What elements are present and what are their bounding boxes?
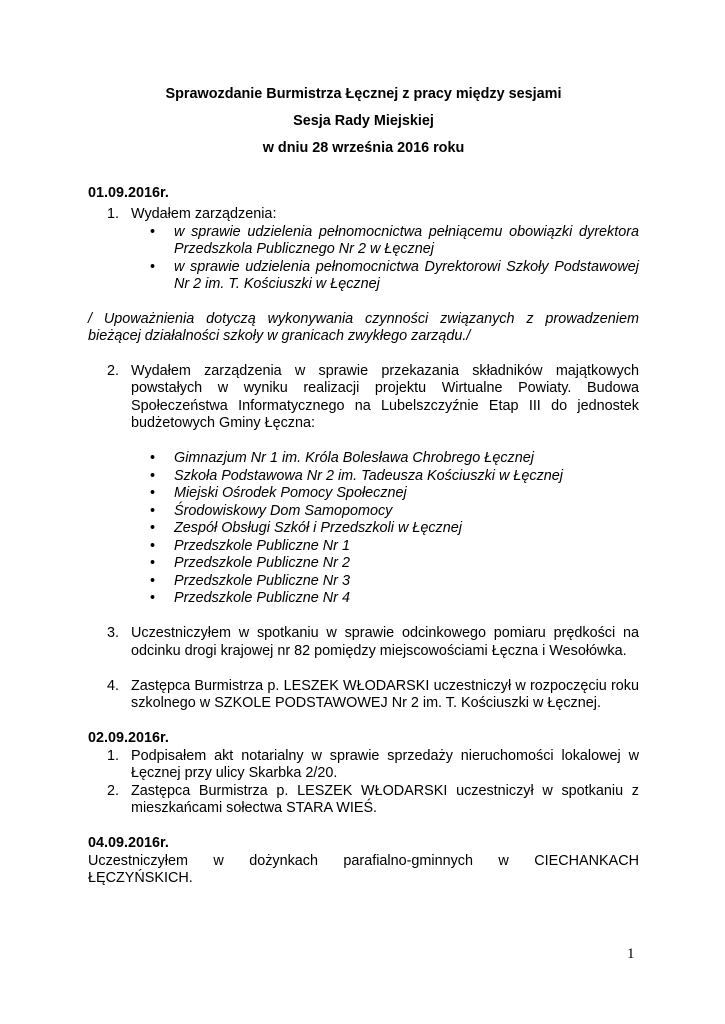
numbered-list [88, 748, 639, 818]
session-date: w dniu 28 września 2016 roku [262, 140, 465, 156]
item-text: Wydałem zarządzenia: [131, 206, 277, 222]
item-text: Uczestniczyłem w spotkaniu w sprawie odcinkowego pomiaru prędkości na odcinku drogi krajowej nr 82 pomiędzy miejscowościami Łęczna i Wesołówka. [131, 625, 639, 659]
item-text: Środowiskowy Dom Samopomocy [174, 502, 393, 519]
bullet-icon: • [150, 450, 156, 466]
bullet-icon: • [150, 572, 156, 589]
note-paragraph: / Upoważnienia dotyczą wykonywania czynności związanych z prowadzeniem bieżącej działalności szkoły w granicach zwykłego zarządu./ [88, 310, 639, 344]
list-item [131, 555, 639, 573]
item-text: Przedszkole Publiczne Nr 2 [174, 555, 350, 571]
list-item [88, 363, 639, 433]
item-text: Wydałem zarządzenia w sprawie przekazania składników majątkowych powstałych w wyniku realizacji projektu Wirtualne Powiaty. Budowa Społeczeństwa Informatycznego na Lubelszczyźnie Etap III do jednostek budżetowych Gminy Łęczna: [131, 362, 639, 431]
bullet-list [131, 224, 639, 294]
entry-date: 01.09.2016r. [88, 184, 169, 201]
item-text: Zespół Obsługi Szkół i Przedszkoli w Łęcznej [174, 520, 462, 536]
list-item [88, 206, 639, 224]
list-item [88, 625, 639, 660]
session-name: Sesja Rady Miejskiej [293, 113, 434, 129]
list-item [88, 748, 639, 783]
bullet-icon: • [150, 520, 156, 536]
list-item [131, 503, 639, 521]
item-text: Zastępca Burmistrza p. LESZEK WŁODARSKI uczestniczył w spotkaniu z mieszkańcami sołectwa STARA WIEŚ. [131, 782, 639, 816]
list-item [131, 468, 639, 486]
item-number: 1. [107, 206, 120, 222]
item-number: 1. [107, 747, 120, 764]
entry-date: 02.09.2016r. [88, 730, 169, 746]
bullet-icon: • [150, 555, 156, 571]
list-item [131, 259, 639, 294]
item-text: Miejski Ośrodek Pomocy Społecznej [174, 485, 407, 501]
list-item [131, 485, 639, 503]
item-text: Przedszkole Publiczne Nr 1 [174, 537, 350, 554]
item-number: 4. [107, 677, 120, 694]
list-item [131, 450, 639, 468]
item-number: 2. [107, 362, 120, 379]
item-text: Szkoła Podstawowa Nr 2 im. Tadeusza Kościuszki w Łęcznej [174, 467, 563, 484]
report-title: Sprawozdanie Burmistrza Łęcznej z pracy między sesjami [165, 86, 562, 102]
bullet-list [131, 450, 639, 608]
list-item [88, 678, 639, 713]
item-number: 2. [107, 782, 120, 799]
bullet-icon: • [150, 485, 156, 501]
bullet-icon: • [150, 223, 156, 240]
item-text: Gimnazjum Nr 1 im. Króla Bolesława Chrobrego Łęcznej [174, 450, 534, 466]
item-text: Przedszkole Publiczne Nr 3 [174, 572, 350, 589]
bullet-icon: • [150, 590, 156, 606]
list-item [131, 590, 639, 608]
bullet-icon: • [150, 502, 156, 519]
list-item [131, 573, 639, 591]
bullet-icon: • [150, 537, 156, 554]
list-item [131, 224, 639, 259]
numbered-list [88, 206, 639, 224]
page-number: 1 [627, 946, 635, 962]
numbered-list [88, 363, 639, 433]
item-text: w sprawie udzielenia pełnomocnictwa Dyrektorowi Szkoły Podstawowej Nr 2 im. T. Kościuszki w Łęcznej [174, 258, 639, 292]
document-page [88, 86, 639, 888]
list-item [131, 538, 639, 556]
item-text: w sprawie udzielenia pełnomocnictwa pełniącemu obowiązki dyrektora Przedszkola Publicznego Nr 2 w Łęcznej [174, 223, 639, 257]
numbered-list [88, 625, 639, 713]
list-item [131, 520, 639, 538]
entry-text: Uczestniczyłem w dożynkach parafialno-gminnych w CIECHANKACH ŁĘCZYŃSKICH. [88, 852, 639, 886]
item-text: Przedszkole Publiczne Nr 4 [174, 590, 350, 606]
list-item [88, 783, 639, 818]
item-number: 3. [107, 625, 120, 641]
item-text: Podpisałem akt notarialny w sprawie sprzedaży nieruchomości lokalowej w Łęcznej przy ulicy Skarbka 2/20. [131, 747, 639, 781]
entry-date: 04.09.2016r. [88, 835, 169, 851]
item-text: Zastępca Burmistrza p. LESZEK WŁODARSKI uczestniczył w rozpoczęciu roku szkolnego w SZKOLE PODSTAWOWEJ Nr 2 im. T. Kościuszki w Łęcznej. [131, 677, 639, 711]
bullet-icon: • [150, 258, 156, 275]
bullet-icon: • [150, 467, 156, 484]
